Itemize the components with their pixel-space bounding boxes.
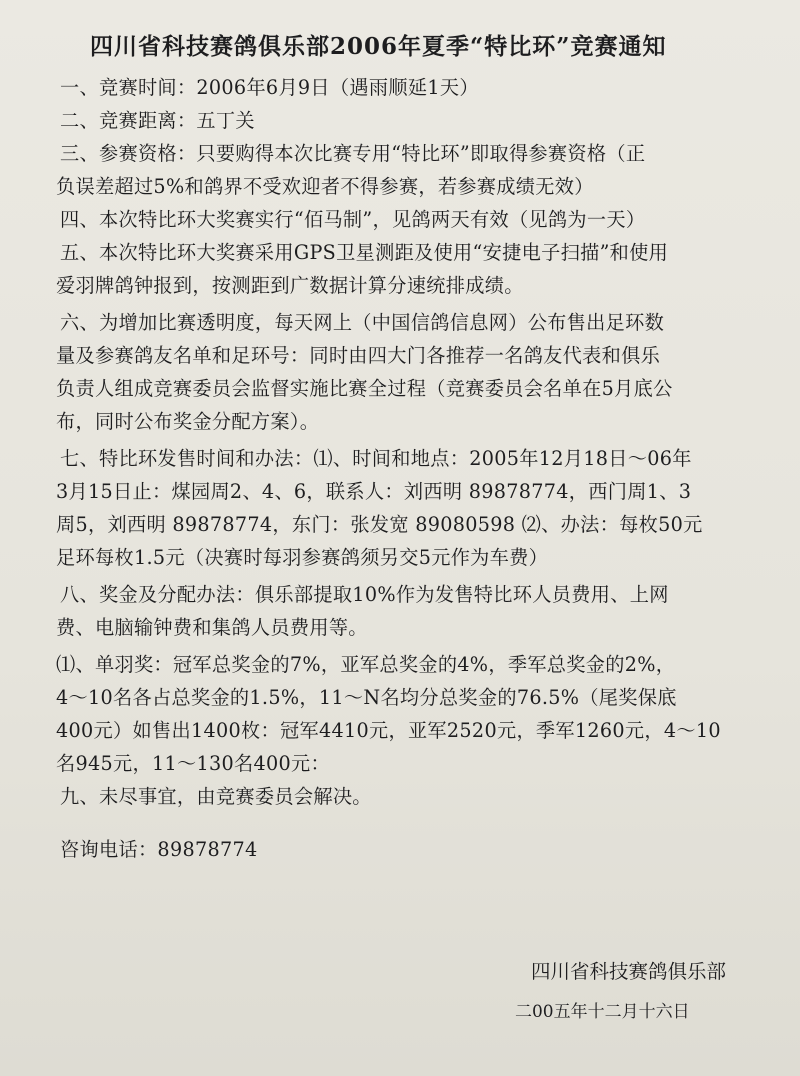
signature-org: 四川省科技赛鸽俱乐部 <box>530 960 726 983</box>
line-rule-six-cont-1: 量及参赛鸽友名单和足环号：同时由四大门各推荐一名鸽友代表和俱乐 <box>56 344 661 367</box>
line-rule-nine: 九、未尽事宜，由竞赛委员会解决。 <box>60 785 372 808</box>
line-rule-eight-cont: 费、电脑输钟费和集鸽人员费用等。 <box>56 616 368 639</box>
line-single-prize-cont-2: 400元）如售出1400枚：冠军4410元，亚军2520元，季军1260元，4～10 <box>56 719 721 742</box>
line-rule-seven-cont-3: 足环每枚1.5元（决赛时每羽参赛鸽须另交5元作为车费） <box>56 546 549 569</box>
line-rule-six-cont-2: 负责人组成竞赛委员会监督实施比赛全过程（竞赛委员会名单在5月底公 <box>56 377 673 400</box>
signature-date: 二00五年十二月十六日 <box>514 1002 690 1022</box>
line-competition-time: 一、竞赛时间：2006年6月9日（遇雨顺延1天） <box>60 76 479 99</box>
notice-title: 四川省科技赛鸽俱乐部2006年夏季“特比环”竞赛通知 <box>90 33 667 60</box>
signature-block <box>515 952 726 1032</box>
line-rule-seven-cont-2: 周5，刘西明 89878774，东门：张发宽 89080598 ⑵、办法：每枚50元 <box>56 513 703 536</box>
line-eligibility-cont: 负误差超过5%和鸽界不受欢迎者不得参赛，若参赛成绩无效） <box>56 175 594 198</box>
line-rule-five: 五、本次特比环大奖赛采用GPS卫星测距及使用“安捷电子扫描”和使用 <box>60 241 669 264</box>
line-rule-seven-cont-1: 3月15日止：煤园周2、4、6，联系人：刘西明 89878774，西门周1、3 <box>56 480 692 503</box>
line-rule-five-cont: 爱羽牌鸽钟报到，按测距到广数据计算分速统排成绩。 <box>56 274 524 297</box>
line-eligibility: 三、参赛资格：只要购得本次比赛专用“特比环”即取得参赛资格（正 <box>60 142 646 165</box>
inquiry-phone: 咨询电话：89878774 <box>60 838 258 861</box>
line-single-prize: ⑴、单羽奖：冠军总奖金的7%，亚军总奖金的4%，季军总奖金的2%， <box>56 653 676 676</box>
line-rule-eight: 八、奖金及分配办法：俱乐部提取10%作为发售特比环人员费用、上网 <box>60 583 669 606</box>
line-competition-distance: 二、竞赛距离：五丁关 <box>60 109 255 132</box>
line-rule-six: 六、为增加比赛透明度，每天网上（中国信鸽信息网）公布售出足环数 <box>60 311 665 334</box>
line-rule-seven: 七、特比环发售时间和办法：⑴、时间和地点：2005年12月18日～06年 <box>60 447 692 470</box>
line-single-prize-cont-3: 名945元，11～130名400元： <box>56 752 330 775</box>
line-rule-six-cont-3: 布，同时公布奖金分配方案）。 <box>56 410 320 433</box>
line-rule-four: 四、本次特比环大奖赛实行“佰马制”，见鸽两天有效（见鸽为一天） <box>60 208 646 231</box>
line-single-prize-cont-1: 4～10名各占总奖金的1.5%，11～N名均分总奖金的76.5%（尾奖保底 <box>56 686 677 709</box>
